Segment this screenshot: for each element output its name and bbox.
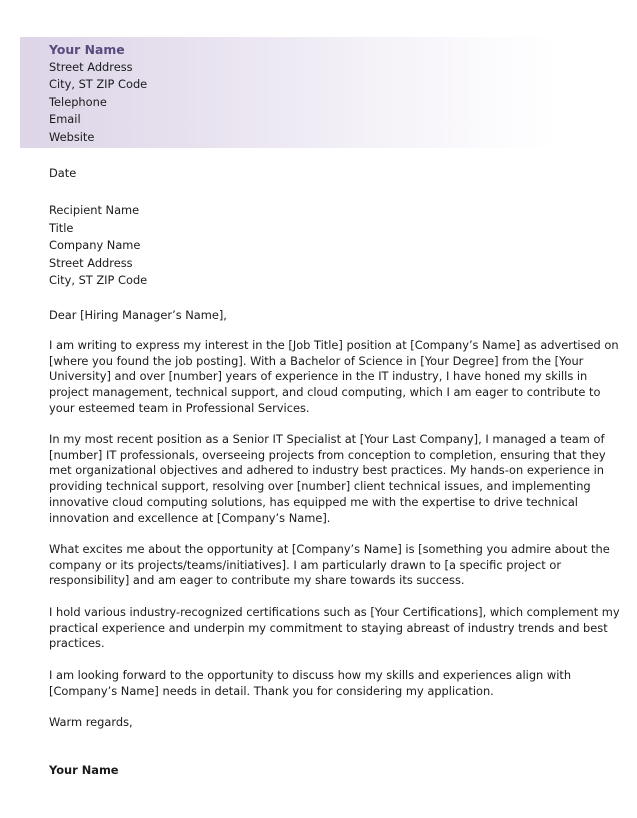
paragraph-line: providing technical support, resolving over [number] client technical issues, and implementing <box>49 479 591 494</box>
paragraph-line: I am writing to express my interest in the [Job Title] position at [Company’s Name] as advertised on <box>49 338 619 352</box>
paragraph-line: [number] IT professionals, overseeing projects from conception to completion, ensuring that they <box>49 447 606 462</box>
sender-email: Email <box>49 112 81 127</box>
paragraph-line: met organizational objectives and adhered to industry best practices. My hands-on experience in <box>49 463 604 478</box>
recipient-street: Street Address <box>49 255 133 270</box>
closing <box>49 714 133 732</box>
sender-city: City, ST ZIP Code <box>49 77 148 92</box>
sender-telephone: Telephone <box>49 94 107 109</box>
sender-street: Street Address <box>49 59 133 74</box>
body-paragraph-3 <box>49 542 610 589</box>
paragraph-line: practices. <box>49 636 105 651</box>
paragraph-line: practical experience and underpin my commitment to staying abreast of industry trends and best <box>49 620 608 635</box>
paragraph-line: responsibility] and am eager to contribute my share towards its success. <box>49 573 465 588</box>
paragraph-line: [where you found the job posting]. With a Bachelor of Science in [Your Degree] from the [Your <box>49 353 584 368</box>
signature <box>49 762 119 780</box>
recipient-company: Company Name <box>49 238 141 253</box>
paragraph-line: company or its projects/teams/initiatives]. I am particularly drawn to [a specific project or <box>49 557 562 572</box>
sender-name: Your Name <box>49 42 125 57</box>
closing-text: Warm regards, <box>49 715 133 729</box>
paragraph-line: your esteemed team in Professional Services. <box>49 400 310 415</box>
paragraph-line: University] and over [number] years of experience in the IT industry, I have honed my skills in <box>49 369 588 384</box>
sender-contact-block <box>49 41 147 147</box>
paragraph-line: project management, technical support, and cloud computing, which I am eager to contribute to <box>49 385 601 400</box>
date-text: Date <box>49 166 77 180</box>
recipient-name: Recipient Name <box>49 203 140 217</box>
paragraph-line: I am looking forward to the opportunity to discuss how my skills and experiences align with <box>49 668 572 682</box>
recipient-block <box>49 202 147 290</box>
paragraph-line: [Company’s Name] needs in detail. Thank you for considering my application. <box>49 683 494 698</box>
body-paragraph-4 <box>49 605 620 652</box>
paragraph-line: In my most recent position as a Senior IT Specialist at [Your Last Company], I managed a team of <box>49 432 605 446</box>
salutation <box>49 307 227 325</box>
salutation-text: Dear [Hiring Manager’s Name], <box>49 308 227 322</box>
paragraph-line: innovation and excellence at [Company’s Name]. <box>49 510 331 525</box>
recipient-city: City, ST ZIP Code <box>49 273 148 288</box>
body-paragraph-5 <box>49 668 594 699</box>
body-paragraph-1 <box>49 338 619 417</box>
sender-website: Website <box>49 129 95 144</box>
recipient-title: Title <box>49 220 74 235</box>
body-paragraph-2 <box>49 432 606 526</box>
paragraph-line: What excites me about the opportunity at [Company’s Name] is [something you admire about the <box>49 542 610 556</box>
paragraph-line: I hold various industry-recognized certifications such as [Your Certifications], which complement my <box>49 605 620 619</box>
letter-date <box>49 165 76 183</box>
signature-name: Your Name <box>49 763 119 777</box>
paragraph-line: innovative cloud computing solutions, has equipped me with the expertise to drive technical <box>49 494 578 509</box>
